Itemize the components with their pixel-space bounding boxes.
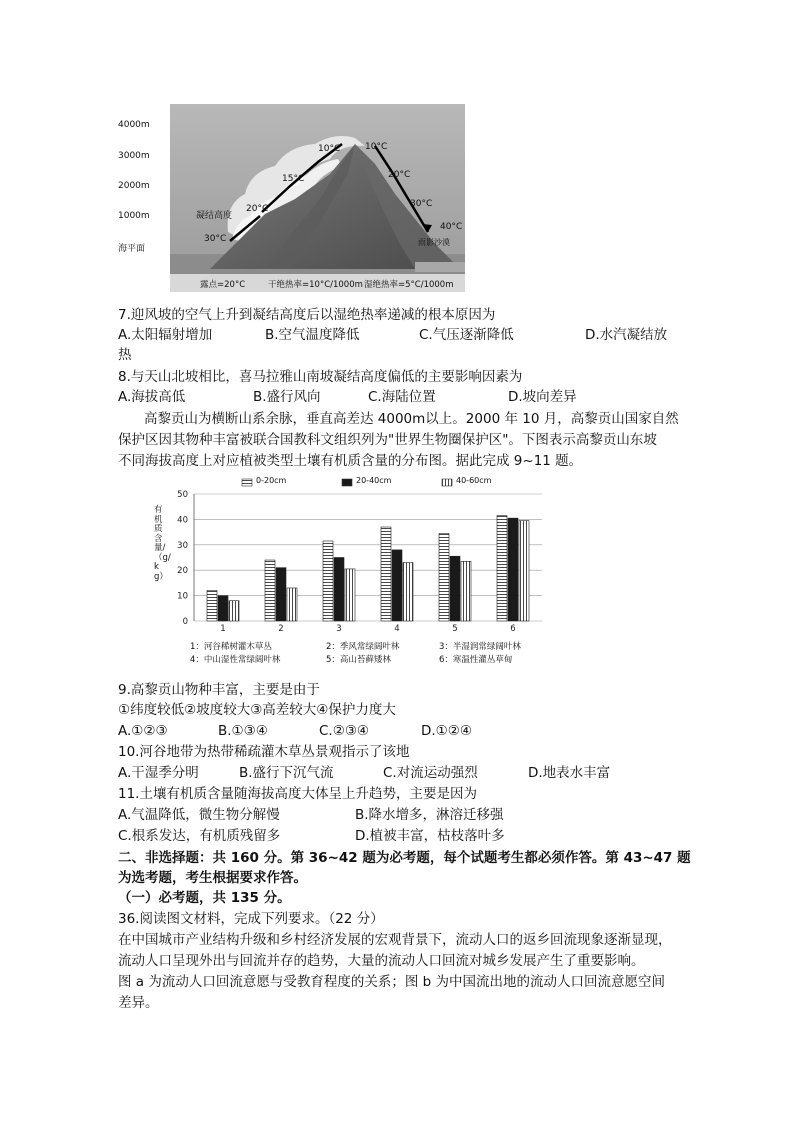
bar — [287, 588, 297, 621]
temp-label: 10°C — [318, 144, 341, 154]
q10-option-a[interactable]: A.干湿季分明 — [118, 765, 199, 781]
legend-label-3: 40-60cm — [456, 476, 492, 485]
q36-para-4: 差异。 — [118, 995, 159, 1011]
bar — [519, 521, 529, 621]
legend-swatch — [242, 479, 252, 486]
q36-stem: 36.阅读图文材料，完成下列要求。（22 分） — [118, 911, 384, 927]
bar — [229, 601, 239, 621]
bar — [323, 541, 333, 621]
foehn-diagram — [118, 104, 465, 292]
q11-option-b[interactable]: B.降水增多，淋溶迁移强 — [355, 807, 504, 823]
q11-options-row1 — [118, 805, 678, 825]
q9-items: ①纬度较低②坡度较大③高差较大④保护力度大 — [118, 702, 396, 718]
q7-stem: 7.迎风坡的空气上升到凝结高度后以湿绝热率递减的根本原因为 — [118, 307, 496, 323]
q8-option-a[interactable]: A.海拔高低 — [118, 389, 186, 405]
bar — [439, 533, 449, 621]
legend-swatch — [342, 479, 352, 486]
bar — [265, 560, 275, 621]
q11-option-a[interactable]: A.气温降低，微生物分解慢 — [118, 807, 280, 823]
altitude-label: 3000m — [118, 151, 150, 161]
legend-swatch — [442, 479, 452, 486]
category-note-1: 1：河谷稀树灌木草丛 — [190, 642, 272, 652]
q11-option-d[interactable]: D.植被丰富，枯枝落叶多 — [355, 828, 505, 844]
bar — [461, 561, 471, 621]
section2-heading-line1: 二、非选择题：共 160 分。第 36~42 题为必考题，每个试题考生都必须作答。第 43~47 题 — [118, 850, 691, 866]
altitude-label: 4000m — [118, 120, 150, 130]
q10-option-d[interactable]: D.地表水丰富 — [528, 765, 611, 781]
temp-label: 20°C — [388, 170, 411, 180]
y-tick-label: 0 — [182, 617, 188, 627]
intro-line-1: 高黎贡山为横断山系余脉，垂直高差达 4000m以上。2000 年 10 月，高黎贡山国家自然 — [144, 411, 679, 427]
legend-label-2: 20-40cm — [356, 476, 392, 485]
footer-dewpoint: 露点=20°C — [200, 280, 246, 290]
bar — [218, 596, 228, 621]
category-note-5: 5：高山苔藓矮林 — [326, 655, 391, 665]
mountain-illustration — [170, 104, 465, 292]
category-note-4: 4：中山湿性常绿阔叶林 — [190, 655, 281, 665]
bar — [381, 527, 391, 621]
footer-wet-rate: 湿绝热率=5°C/1000m — [364, 280, 454, 290]
x-tick-label: 1 — [220, 624, 226, 634]
q10-option-b[interactable]: B.盛行下沉气流 — [239, 765, 334, 781]
q9-options — [118, 721, 678, 741]
q10-stem: 10.河谷地带为热带稀疏灌木草丛景观指示了该地 — [118, 744, 410, 760]
q10-option-c[interactable]: C.对流运动强烈 — [383, 765, 478, 781]
x-tick-label: 3 — [336, 624, 342, 634]
category-note-3: 3：半湿润常绿阔叶林 — [439, 642, 521, 652]
y-axis-label: 有机质含量/（g/kg） — [154, 505, 171, 582]
bar — [497, 516, 507, 621]
x-tick-label: 2 — [278, 624, 284, 634]
q11-option-c[interactable]: C.根系发达，有机质残留多 — [118, 828, 281, 844]
temp-label: 40°C — [440, 222, 463, 232]
q7-option-b[interactable]: B.空气温度降低 — [265, 327, 360, 343]
q7-option-d-cont: 热 — [118, 347, 132, 363]
q7-options — [118, 325, 678, 345]
y-tick-label: 20 — [177, 566, 188, 577]
category-note-6: 6：寒温性灌丛草甸 — [439, 655, 513, 665]
bar — [276, 568, 286, 621]
x-tick-label: 6 — [510, 624, 516, 634]
category-note-2: 2：季风常绿阔叶林 — [326, 642, 400, 652]
bar — [450, 556, 460, 621]
legend-label-1: 0-20cm — [256, 476, 287, 485]
section2-heading-line2: 为选考题，考生根据要求作答。 — [118, 870, 307, 886]
q7-option-a[interactable]: A.太阳辐射增加 — [118, 327, 213, 343]
bar — [508, 518, 518, 621]
bar — [345, 569, 355, 621]
q11-stem: 11.土壤有机质含量随海拔高度大体呈上升趋势，主要是因为 — [118, 786, 477, 802]
altitude-label: 海平面 — [118, 244, 146, 254]
temp-label: 30°C — [204, 234, 227, 244]
q36-para-2: 流动人口呈现外出与回流并存的趋势，大量的流动人口回流对城乡发展产生了重要影响。 — [118, 953, 645, 969]
q9-option-a[interactable]: A.①②③ — [118, 723, 168, 739]
organic-matter-chart — [150, 476, 550, 671]
intro-line-3: 不同海拔高度上对应植被类型土壤有机质含量的分布图。据此完成 9~11 题。 — [118, 453, 583, 469]
q8-options — [118, 387, 678, 407]
q7-option-c[interactable]: C.气压逐渐降低 — [419, 327, 514, 343]
q9-stem: 9.高黎贡山物种丰富，主要是由于 — [118, 682, 320, 698]
temp-label: 10°C — [365, 142, 388, 152]
footer-dry-rate: 干绝热率=10°C/1000m — [268, 280, 363, 290]
section2-subheading: （一）必考题，共 135 分。 — [118, 890, 291, 906]
q8-option-b[interactable]: B.盛行风向 — [253, 389, 321, 405]
bar — [403, 563, 413, 621]
intro-line-2: 保护区因其物种丰富被联合国教科文组织列为"世界生物圈保护区"。下图表示高黎贡山东坡 — [118, 432, 657, 448]
q9-option-b[interactable]: B.①③④ — [218, 723, 268, 739]
q11-options-row2 — [118, 826, 678, 846]
q7-option-d[interactable]: D.水汽凝结放 — [585, 327, 668, 343]
q8-stem: 8.与天山北坡相比，喜马拉雅山南坡凝结高度偏低的主要影响因素为 — [118, 369, 523, 385]
x-tick-label: 5 — [452, 624, 458, 634]
temp-label: 20°C — [246, 204, 269, 214]
y-tick-label: 40 — [177, 515, 188, 526]
temp-label: 15°C — [282, 174, 305, 184]
q9-option-c[interactable]: C.②③④ — [319, 723, 370, 739]
y-tick-label: 10 — [177, 591, 188, 602]
bar — [334, 558, 344, 622]
q8-option-c[interactable]: C.海陆位置 — [368, 389, 436, 405]
y-tick-label: 50 — [177, 490, 188, 500]
x-tick-label: 4 — [394, 624, 400, 634]
bar — [207, 591, 217, 621]
q36-para-3: 图 a 为流动人口回流意愿与受教育程度的关系；图 b 为中国流出地的流动人口回流意愿空间 — [118, 974, 666, 990]
q9-option-d[interactable]: D.①②④ — [421, 723, 472, 739]
altitude-label: 1000m — [118, 211, 150, 221]
q36-para-1: 在中国城市产业结构升级和乡村经济发展的宏观背景下，流动人口的返乡回流现象逐渐显现， — [118, 932, 672, 948]
bar — [392, 550, 402, 621]
temp-label: 30°C — [410, 199, 433, 209]
condensation-label: 凝结高度 — [196, 211, 233, 221]
altitude-label: 2000m — [118, 181, 150, 191]
q10-options — [118, 763, 678, 783]
q8-option-d[interactable]: D.坡向差异 — [508, 389, 577, 405]
desert-label: 雨影沙漠 — [418, 238, 450, 247]
y-tick-label: 30 — [177, 540, 188, 551]
